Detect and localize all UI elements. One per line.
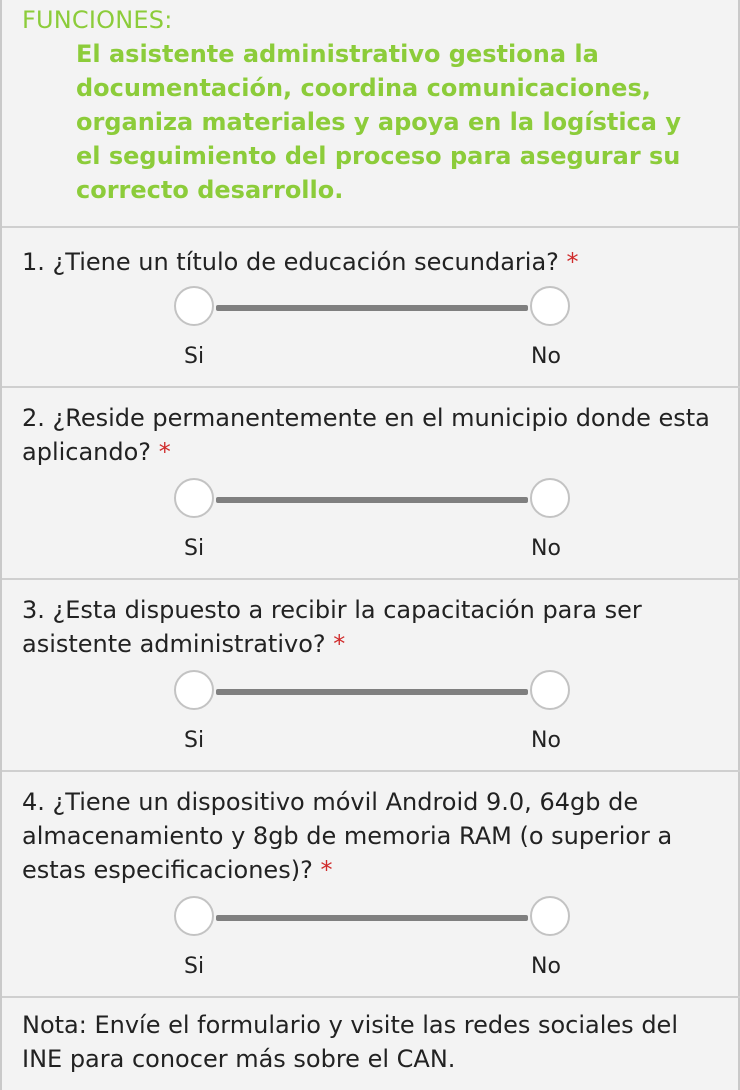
question-4-text [22, 785, 712, 887]
question-4 [2, 770, 740, 998]
slider-knob-si[interactable] [174, 286, 214, 326]
question-3-label: 3. ¿Esta dispuesto a recibir la capacitación para ser asistente administrativo? [22, 596, 642, 658]
slider-track [216, 689, 528, 695]
required-mark: * [320, 856, 333, 884]
functions-section [2, 0, 740, 228]
question-1-text [22, 245, 712, 279]
functions-title: FUNCIONES: [22, 6, 173, 34]
slider-knob-no[interactable] [530, 478, 570, 518]
question-1-label: 1. ¿Tiene un título de educación secundaria? [22, 248, 559, 276]
slider-knob-no[interactable] [530, 286, 570, 326]
slider-knob-si[interactable] [174, 478, 214, 518]
question-3-text [22, 593, 712, 661]
slider-track [216, 915, 528, 921]
question-3 [2, 578, 740, 772]
question-2-label: 2. ¿Reside permanentemente en el municipio donde esta aplicando? [22, 404, 710, 466]
option-si-label[interactable]: Si [184, 344, 205, 369]
option-si-label[interactable]: Si [184, 536, 205, 561]
option-si-label[interactable]: Si [184, 954, 205, 979]
option-no-label[interactable]: No [531, 536, 561, 561]
slider-knob-no[interactable] [530, 896, 570, 936]
question-1 [2, 228, 740, 388]
slider-knob-si[interactable] [174, 896, 214, 936]
question-2 [2, 386, 740, 580]
note-text: Nota: Envíe el formulario y visite las redes sociales del INE para conocer más sobre el CAN. [22, 1011, 678, 1073]
slider-track [216, 497, 528, 503]
question-3-slider[interactable] [172, 670, 572, 714]
question-1-slider[interactable] [172, 286, 572, 330]
question-4-slider[interactable] [172, 896, 572, 940]
slider-knob-si[interactable] [174, 670, 214, 710]
required-mark: * [333, 630, 346, 658]
slider-knob-no[interactable] [530, 670, 570, 710]
option-no-label[interactable]: No [531, 344, 561, 369]
slider-track [216, 305, 528, 311]
question-2-text [22, 401, 712, 469]
question-2-slider[interactable] [172, 478, 572, 522]
question-4-label: 4. ¿Tiene un dispositivo móvil Android 9.0, 64gb de almacenamiento y 8gb de memoria RAM (o superior a estas especificaciones)? [22, 788, 673, 884]
option-no-label[interactable]: No [531, 954, 561, 979]
functions-description: El asistente administrativo gestiona la documentación, coordina comunicaciones, organiza materiales y apoya en la logística y el seguimiento del proceso para asegurar su correcto desarrollo. [76, 40, 681, 204]
option-no-label[interactable]: No [531, 728, 561, 753]
required-mark: * [158, 438, 171, 466]
required-mark: * [566, 248, 579, 276]
option-si-label[interactable]: Si [184, 728, 205, 753]
